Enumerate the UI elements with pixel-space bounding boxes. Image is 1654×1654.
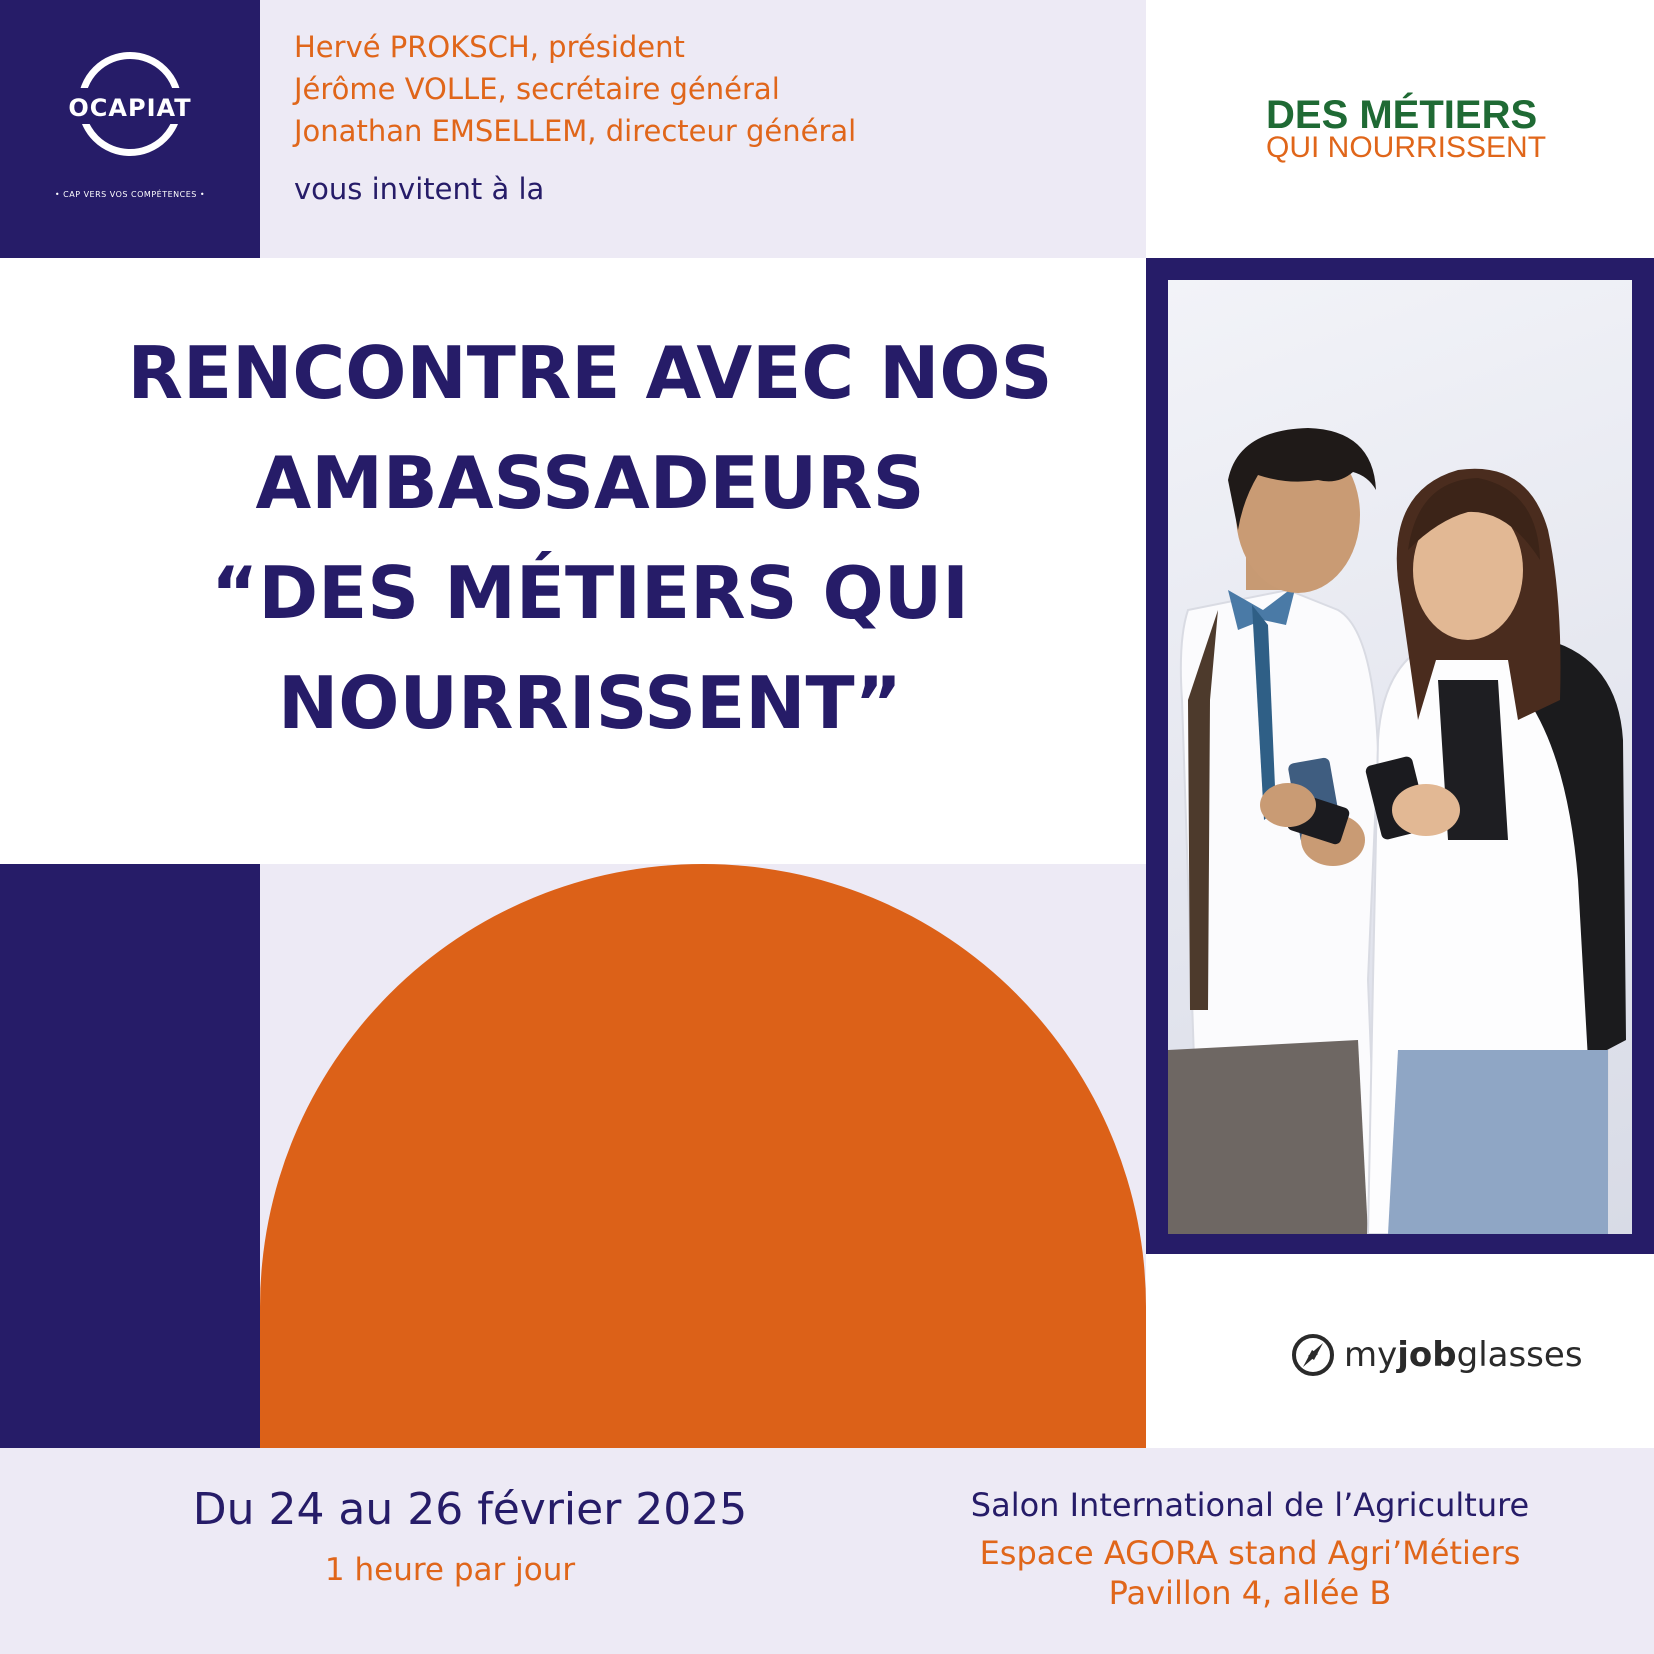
title-line: RENCONTRE AVEC NOS xyxy=(127,331,1053,415)
host-president: Hervé PROKSCH, président xyxy=(294,30,685,64)
title-line: “DES MÉTIERS QUI xyxy=(211,551,969,635)
left-accent-bar xyxy=(0,864,260,1448)
ocapiat-logo xyxy=(50,50,210,200)
girl-figure xyxy=(1365,469,1626,1234)
ocapiat-logo-panel xyxy=(0,0,260,258)
des-metiers-logo-line2: QUI NOURRISSENT xyxy=(1266,131,1547,164)
compass-icon xyxy=(1290,1332,1336,1378)
title-line: AMBASSADEURS xyxy=(255,441,925,525)
myjobglasses-text-job: job xyxy=(1397,1335,1457,1375)
des-metiers-logo-line1: DES MÉTIERS xyxy=(1266,93,1538,137)
des-metiers-logo xyxy=(1266,95,1566,163)
orange-half-disc xyxy=(260,864,1146,1448)
myjobglasses-logo xyxy=(1290,1330,1583,1380)
ocapiat-logo-text: OCAPIAT xyxy=(68,94,192,122)
title-line: NOURRISSENT” xyxy=(278,661,902,745)
event-pavilion: Pavillon 4, allée B xyxy=(1108,1574,1392,1612)
boy-figure xyxy=(1168,428,1378,1234)
page-title xyxy=(60,318,1120,758)
event-duration: 1 heure par jour xyxy=(324,1552,576,1588)
students-illustration xyxy=(1168,280,1632,1234)
myjobglasses-text-glasses: glasses xyxy=(1456,1335,1583,1375)
event-dates: Du 24 au 26 février 2025 xyxy=(192,1484,748,1535)
host-director: Jonathan EMSELLEM, directeur général xyxy=(294,114,857,148)
event-venue: Salon International de l’Agriculture xyxy=(970,1486,1530,1524)
decorative-panel xyxy=(260,864,1146,1448)
event-space: Espace AGORA stand Agri’Métiers xyxy=(979,1534,1521,1572)
invite-text: vous invitent à la xyxy=(294,172,545,206)
myjobglasses-text-my: my xyxy=(1344,1335,1398,1375)
students-photo xyxy=(1168,280,1632,1234)
ocapiat-tagline: • CAP VERS VOS COMPÉTENCES • xyxy=(54,190,206,199)
host-secretary: Jérôme VOLLE, secrétaire général xyxy=(294,72,780,106)
